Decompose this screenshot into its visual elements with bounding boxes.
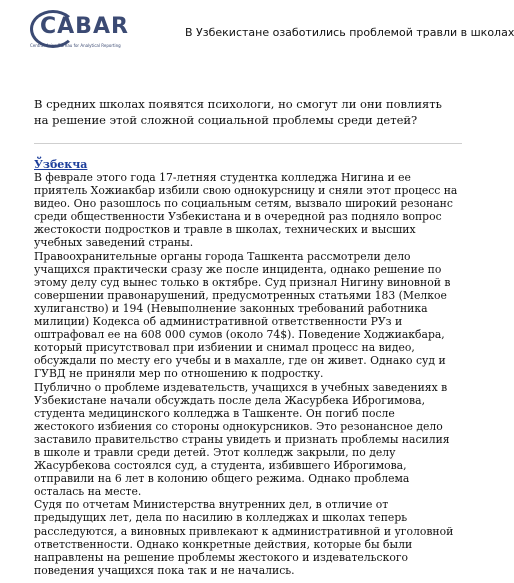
article-paragraph: Публично о проблеме издевательств, учащихся в учебных заведениях в Узбекистане начали обсуждать после дела Жасурбека Иброгимова, студента медицинского колледжа в Ташкенте. Он погиб после жестокого избиения со стороны однокурсников. Это резонансное дело заставило правительство страны увидеть и признать проблемы насилия в школе и травли среди детей. Этот колледж закрыли, по делу Жасурбекова состоялся суд, а студента, избившего Иброгимова, отправили на 6 лет в колонию общего режима. Однако проблема осталась на месте.	[34, 380, 450, 499]
header	[0, 0, 514, 60]
logo-tagline: Central Asian Bureau for Analytical Reporting	[30, 43, 121, 48]
language-link-uzbek[interactable]: Ўзбекча	[34, 158, 88, 171]
page-title: В Узбекистане озаботились проблемой травли в школах	[185, 26, 514, 39]
divider	[34, 143, 462, 144]
article-body	[34, 171, 458, 577]
article-paragraph: Правоохранительные органы города Ташкента рассмотрели дело учащихся практически сразу же после инцидента, однако решение по этому делу суд вынес только в октябре. Суд признал Нигину виновной в совершении правонарушений, предусмотренных статьями 183 (Мелкое хулиганство) и 194 (Невыполнение законных требований работника милиции) Кодекса об административной ответственности РУз и оштрафовал ее на 608 000 сумов (около 74$). Поведение Ходжиакбара, который присутствовал при избиении и снимал процесс на видео, обсуждали по месту его учебы и в махалле, где он живет. Однако суд и ГУВД не приняли мер по отношению к подростку.	[34, 249, 451, 381]
article-paragraph: Судя по отчетам Министерства внутренних дел, в отличие от предыдущих лет, дела по насилию в колледжах и школах теперь расследуются, а виновных привлекают к административной и уголовной ответственности. Однако конкретные действия, которые бы были направлены на решение проблемы жестокого и издевательского поведения учащихся пока так и не начались.	[34, 498, 454, 577]
cabar-logo[interactable]	[30, 10, 129, 54]
article-paragraph: В феврале этого года 17-летняя студентка колледжа Нигина и ее приятель Хожиакбар избили свою однокурсницу и сняли этот процесс на видео. Оно разошлось по социальным сетям, вызвало широкий резонанс среди общественности Узбекистана и в очередной раз подняло вопрос жестокости подростков и травле в школах, технических и высших учебных заведений страны.	[34, 171, 458, 250]
article-lead: В средних школах появятся психологи, но смогут ли они повлиять на решение этой сложной социальной проблемы среди детей?	[34, 97, 442, 127]
logo-wordmark: CABAR	[40, 14, 129, 39]
